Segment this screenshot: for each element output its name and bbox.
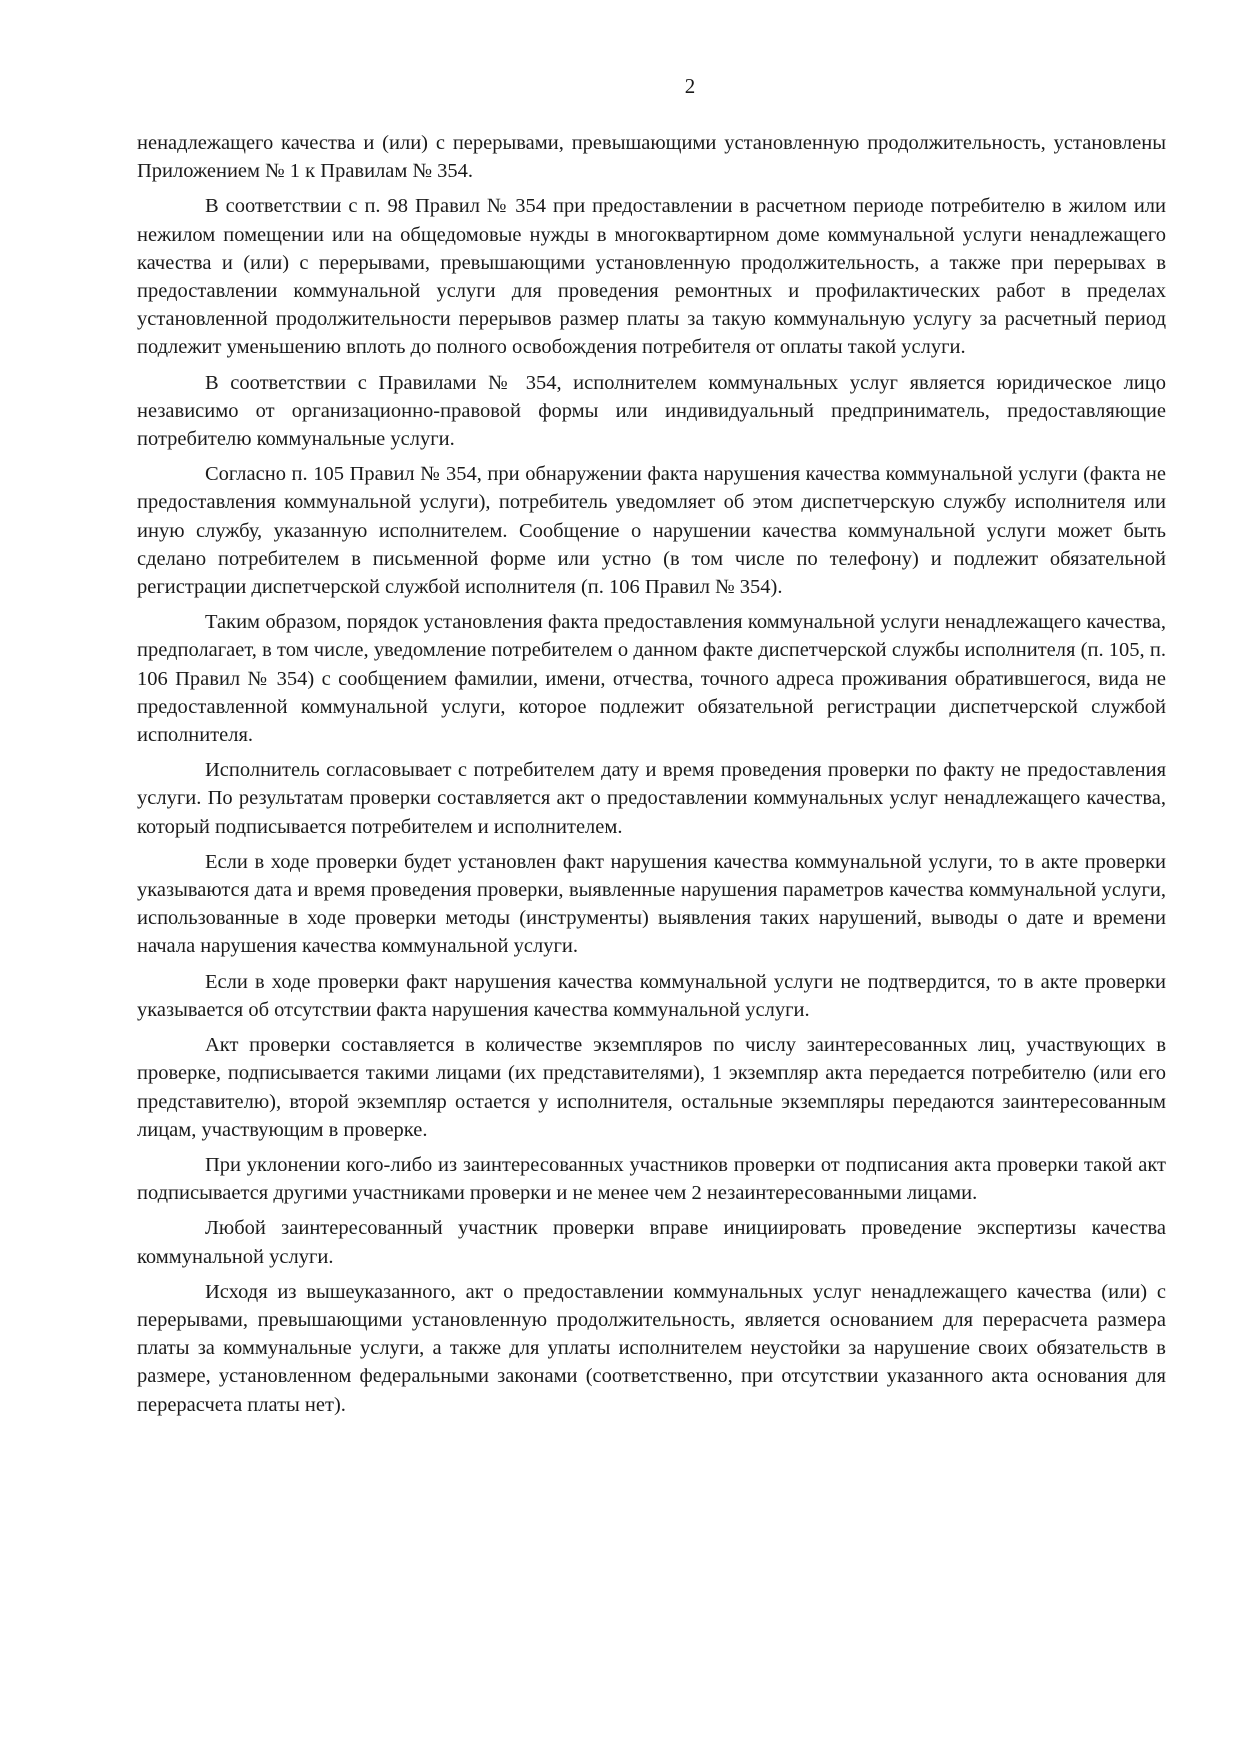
paragraph: Исходя из вышеуказанного, акт о предоставлении коммунальных услуг ненадлежащего качества (или) с перерывами, превышающими установленную продолжительность, является основанием для перерасчета размера платы за коммунальные услуги, а также для уплаты исполнителем неустойки за нарушение своих обязательств в размере, установленном федеральными законами (соответственно, при отсутствии указанного акта основания для перерасчета платы нет).	[137, 1280, 1166, 1416]
page-number: 2	[684, 74, 696, 98]
paragraph-continuation: ненадлежащего качества и (или) с перерывами, превышающими установленную продолжительность, установлены Приложением № 1 к Правилам № 354.	[137, 132, 1166, 183]
paragraph: В соответствии с Правилами № 354, исполнителем коммунальных услуг является юридическое лицо независимо от организационно-правовой формы или индивидуальный предприниматель, предоставляющие потребителю коммунальные услуги.	[137, 371, 1166, 451]
paragraph: Любой заинтересованный участник проверки вправе инициировать проведение экспертизы качества коммунальной услуги.	[137, 1217, 1166, 1268]
paragraph: Таким образом, порядок установления факта предоставления коммунальной услуги ненадлежащего качества, предполагает, в том числе, уведомление потребителем о данном факте диспетчерской службы исполнителя (п. 105, п. 106 Правил № 354) с сообщением фамилии, имени, отчества, точного адреса проживания обратившегося, вида не предоставленной коммунальной услуги, которое подлежит обязательной регистрации диспетчерской службой исполнителя.	[137, 611, 1166, 747]
paragraph: Согласно п. 105 Правил № 354, при обнаружении факта нарушения качества коммунальной услуги (факта не предоставления коммунальной услуги), потребитель уведомляет об этом диспетчерскую службу исполнителя или иную службу, указанную исполнителем. Сообщение о нарушении качества коммунальной услуги может быть сделано потребителем в письменной форме или устно (в том числе по телефону) и подлежит обязательной регистрации диспетчерской службой исполнителя (п. 106 Правил № 354).	[137, 463, 1166, 599]
document-body	[137, 129, 1166, 1426]
paragraph: Акт проверки составляется в количестве экземпляров по числу заинтересованных лиц, участвующих в проверке, подписывается такими лицами (их представителями), 1 экземпляр акта передается потребителю (или его представителю), второй экземпляр остается у исполнителя, остальные экземпляры передаются заинтересованным лицам, участвующим в проверке.	[137, 1034, 1166, 1141]
paragraph: Если в ходе проверки факт нарушения качества коммунальной услуги не подтвердится, то в акте проверки указывается об отсутствии факта нарушения качества коммунальной услуги.	[137, 970, 1166, 1021]
paragraph: Исполнитель согласовывает с потребителем дату и время проведения проверки по факту не предоставления услуги. По результатам проверки составляется акт о предоставлении коммунальных услуг ненадлежащего качества, который подписывается потребителем и исполнителем.	[137, 759, 1166, 838]
paragraph: В соответствии с п. 98 Правил № 354 при предоставлении в расчетном периоде потребителю в жилом или нежилом помещении или на общедомовые нужды в многоквартирном доме коммунальной услуги ненадлежащего качества и (или) с перерывами, превышающими установленную продолжительность, а также при перерывах в предоставлении коммунальной услуги для проведения ремонтных и профилактических работ в пределах установленной продолжительности перерывов размер платы за такую коммунальную услугу за расчетный период подлежит уменьшению вплоть до полного освобождения потребителя от оплаты такой услуги.	[137, 195, 1166, 359]
paragraph: Если в ходе проверки будет установлен факт нарушения качества коммунальной услуги, то в акте проверки указываются дата и время проведения проверки, выявленные нарушения параметров качества коммунальной услуги, использованные в ходе проверки методы (инструменты) выявления таких нарушений, выводы о дате и времени начала нарушения качества коммунальной услуги.	[137, 850, 1166, 958]
paragraph: При уклонении кого-либо из заинтересованных участников проверки от подписания акта проверки такой акт подписывается другими участниками проверки и не менее чем 2 незаинтересованными лицами.	[137, 1153, 1166, 1205]
